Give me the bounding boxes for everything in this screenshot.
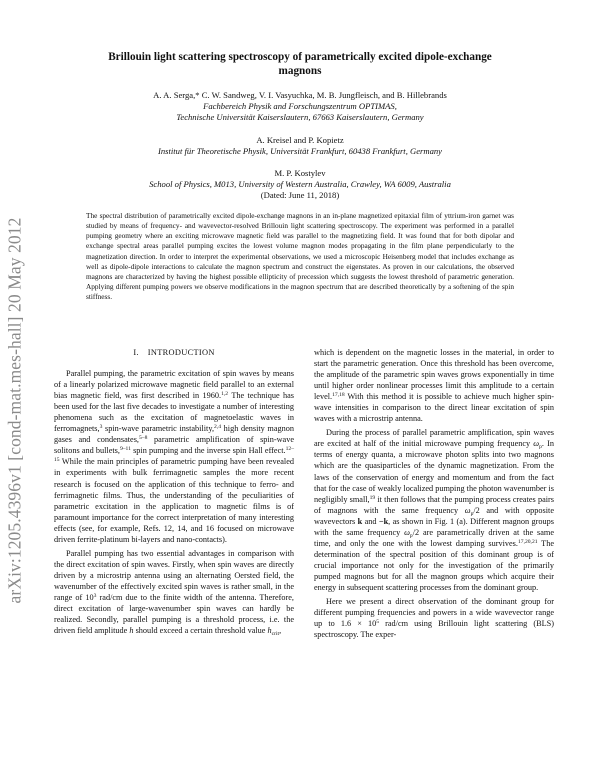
author-group-2: A. Kreisel and P. Kopietz: [256, 134, 344, 145]
right-column: [314, 347, 554, 643]
section-number: I.: [133, 348, 139, 357]
intro-paragraph-1: Parallel pumping, the parametric excitation of spin waves by means of a linearly polarized microwave magnetic field parallel to an external bias magnetic field, was first described in 1960.$^{1,2}$ The technique has been used for the last five decades to investigate a number of interesting phenomena such as the excitation of magnetoelastic waves in ferromagnets,$^3$ spin-wave parametric instability,$^{2,4}$ high density magnon gases and condensates,$^{5-8}$ parametric amplification of spin-wave solitons and bullets,$^{9-11}$ spin pumping and the inverse spin Hall effect.$^{12-15}$ While the main principles of parametric pumping have been revealed in experiments with bulk ferrimagnetic samples the more recent research is focused on the application of this technique to ferro- and ferrimagnetic films. Thus, the understanding of the peculiarities of parametric excitation in the application to magnetic films is of paramount importance for the correct interpretation of many interesting effects (see, for example, Refs. 12, 14, and 16 focused on microwave driven ferrite-platinum bi-layers and nano-contacts).: [54, 369, 295, 544]
author-group-3: M. P. Kostylev: [274, 168, 326, 179]
section-title: INTRODUCTION: [147, 348, 215, 357]
citation[interactable]: 5–8: [139, 435, 148, 442]
paper-title: [60, 50, 540, 78]
abstract: The spectral distribution of parametrically excited dipole-exchange magnons in an in-plane magnetized epitaxial film of yttrium-iron garnet was studied by means of frequency- and wavevector-resolved Brillouin light scattering spectroscopy. The experiment was performed in a parallel pumping geometry where an exciting microwave magnetic field was parallel to the magnetizing field. It was found that for both dipolar and exchange spectral areas parallel pumping excites the lowest volume magnon modes propagating in the film plane perpendicularly to the magnetization direction. In order to interpret the experimental observations, we used a microscopic Heisenberg model that includes exchange as well as dipole-dipole interactions to calculate the magnon spectrum and construct the eigenstates. As proven in our calculations, the observed magnons are characterized by having the highest possible ellipticity of precession which suggests the lowest threshold of parametric generation. Applying different pumping powers we observe modifications in the magnon spectrum that are described theoretically by a softening of the spin stiffness.: [86, 211, 514, 302]
arxiv-identifier[interactable]: arXiv:1205.4396v1 [cond-mat.mes-hall] 20 May 2012: [4, 217, 25, 603]
intro-paragraph-3: During the process of parallel parametric amplification, spin waves are excited at half of the initial microwave pumping frequency $\omega_p$. In terms of energy quanta, a microwave photon splits into two magnons which are the quasiparticles of the dynamic magnetization. From the laws of the conservation of energy and momentum and from the fact that for the case of weakly localized pumping the photon wavenumber is negligibly small,$^{19}$ it then follows that the pumping process creates pairs of magnons with the same frequency $\omega_p/2$ and with opposite wavevectors k and −k, as shown in Fig. 1 (a). Different magnon groups with the same frequency $\omega_p/2$ are parametrically driven at the same time, and only the one with the lowest damping survives.$^{17,20,21}$ The determination of the spectral position of this dominant group is of crucial importance not only for the investigation of the primarily pumped magnons but for all the magnon groups which acquire their energy in subsequent scattering processes from the dominant group.: [314, 428, 555, 592]
intro-paragraph-4: Here we present a direct observation of the dominant group for different pumping frequencies and powers in a wide wavevector range up to $1.6 \times 10^5$ rad/cm using Brillouin light scattering (BLS) spectroscopy. The exper-: [314, 597, 554, 640]
section-heading: [54, 347, 294, 358]
citation[interactable]: 17,18: [332, 392, 345, 399]
affiliation-2: Institut für Theoretische Physik, Universität Frankfurt, 60438 Frankfurt, Germany: [158, 145, 442, 156]
citation[interactable]: 17,20,21: [517, 538, 538, 545]
author-block: [60, 90, 540, 202]
arxiv-sidebar: [2, 150, 28, 670]
affiliation-1-line-1: Fachbereich Physik and Forschungszentrum OPTIMAS,: [203, 101, 397, 112]
affiliation-3: School of Physics, M013, University of Western Australia, Crawley, WA 6009, Australia: [149, 179, 451, 190]
date-line: (Dated: June 11, 2018): [260, 190, 340, 201]
title-line-2: magnons: [278, 65, 322, 77]
citation[interactable]: 19: [369, 494, 376, 501]
citation[interactable]: 2,4: [214, 424, 222, 431]
citation[interactable]: 1,2: [221, 391, 229, 398]
citation[interactable]: 12–15: [54, 446, 294, 464]
affiliation-1-line-2: Technische Universität Kaiserslautern, 67663 Kaiserslautern, Germany: [176, 112, 424, 123]
author-group-1: A. A. Serga,* C. W. Sandweg, V. I. Vasyuchka, M. B. Jungfleisch, and B. Hillebrands: [153, 90, 447, 100]
title-line-1: Brillouin light scattering spectroscopy of parametrically excited dipole-exchange: [108, 51, 492, 63]
intro-paragraph-2: Parallel pumping has two essential advantages in comparison with the direct excitation of spin waves. Firstly, when spin waves are directly driven by a microstrip antenna using an alternating Oersted field, the wavenumber of the effectively excited spin waves is rather small, in the range of $10^3$ rad/cm due to the finite width of the antenna. Therefore, direct excitation of large-wavenumber spin waves can hardly be realized. Secondly, parallel pumping is a threshold process, i.e. the driven field amplitude h should exceed a certain threshold value $h_{crit}$,: [54, 548, 294, 638]
citation[interactable]: 9–11: [119, 446, 131, 453]
citation[interactable]: 3: [99, 424, 103, 431]
intro-paragraph-2-continued: which is dependent on the magnetic losses in the material, in order to start the parametric generation. Once this threshold has been overcome, the amplitude of the parametric spin waves grows exponentially in time until higher order nonlinear processes limit this amplitude to a certain level.$^{17,18}$ With this method it is possible to achieve much higher spin-wave intensities in comparison to the direct linear excitation of spin waves with a microstrip antenna.: [314, 348, 554, 424]
left-column: [54, 347, 294, 639]
